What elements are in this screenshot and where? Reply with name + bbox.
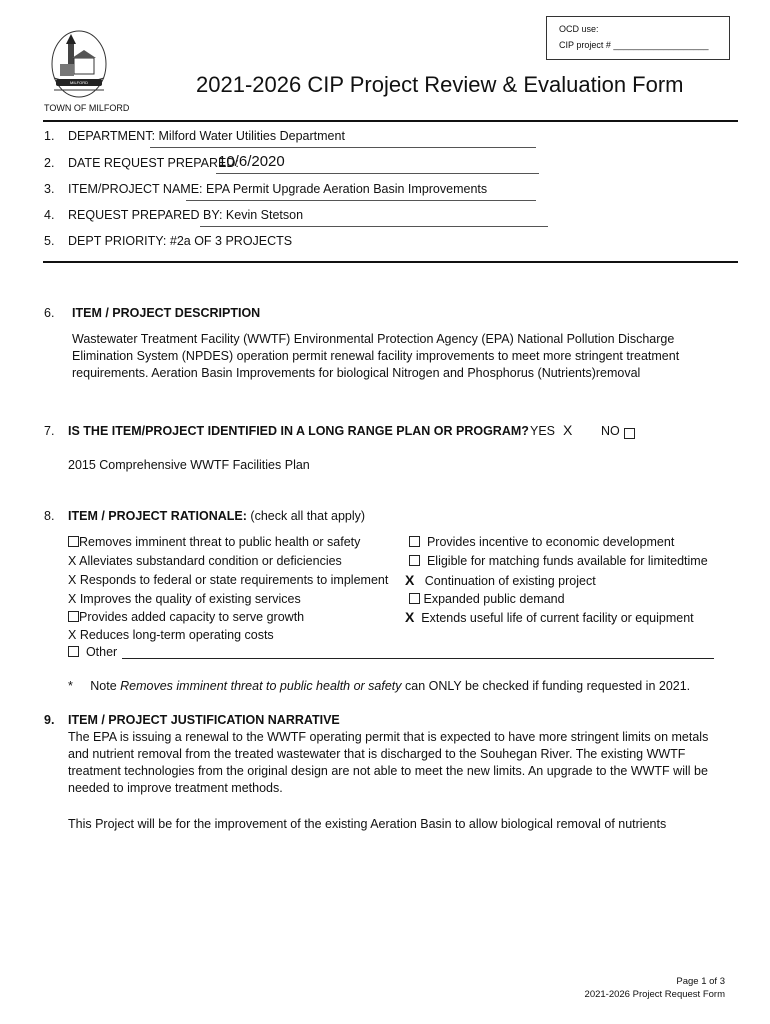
note-suffix: can ONLY be checked if funding requested in 2021.: [401, 679, 691, 693]
checkbox-checked[interactable]: X: [68, 628, 77, 642]
section-8-note: (check all that apply): [250, 509, 366, 523]
checkbox-empty[interactable]: [68, 646, 79, 657]
field-1-number: 1.: [44, 129, 55, 143]
logo-banner: [55, 80, 103, 86]
dept-priority-field[interactable]: DEPT PRIORITY: #2a OF 3 PROJECTS: [68, 234, 293, 248]
department-underline: [150, 147, 536, 148]
checkbox-empty[interactable]: [68, 536, 79, 547]
date-label: DATE REQUEST PREPARED:: [68, 156, 239, 170]
rationale-text: Improves the quality of existing services: [79, 592, 301, 606]
header-divider: [43, 120, 738, 122]
date-request-field[interactable]: 10/6/2020: [218, 153, 285, 170]
yes-label: YES: [530, 424, 556, 438]
checkbox-empty[interactable]: [409, 593, 420, 604]
field-2-number: 2.: [44, 156, 55, 170]
section-6-heading: ITEM / PROJECT DESCRIPTION: [72, 306, 261, 320]
narrative-line: The EPA is issuing a renewal to the WWTF operating permit that is expected to have more stringent limits on metals: [68, 730, 709, 744]
section-divider: [43, 261, 738, 263]
rationale-text: Reduces long-term operating costs: [79, 628, 274, 642]
note-prefix: Note: [90, 679, 121, 693]
narrative-line: treatment technologies from the original design are not able to meet the new limits. An upgrade to the WWTF will be: [68, 764, 708, 778]
cip-project-number-field[interactable]: CIP project # ___________________: [559, 40, 709, 50]
rationale-text: Provides incentive to economic development: [426, 535, 675, 549]
section-9-number: 9.: [44, 713, 55, 727]
page-title: 2021-2026 CIP Project Review & Evaluation Form: [196, 72, 684, 97]
town-seal-logo: [50, 28, 108, 100]
rationale-note: [68, 679, 690, 693]
rationale-text: Removes imminent threat to public health or safety: [79, 535, 361, 549]
checkbox-checked[interactable]: X: [68, 573, 77, 587]
project-name-field[interactable]: ITEM/PROJECT NAME: EPA Permit Upgrade Aeration Basin Improvements: [68, 182, 488, 196]
rationale-text: Eligible for matching funds available for limitedtime: [426, 554, 708, 568]
rationale-item-substandard[interactable]: [68, 554, 342, 568]
section-7-heading: IS THE ITEM/PROJECT IDENTIFIED IN A LONG RANGE PLAN OR PROGRAM?: [68, 424, 529, 438]
rationale-text: Continuation of existing project: [424, 574, 596, 588]
project-description[interactable]: [72, 331, 742, 382]
rationale-item-matching-funds[interactable]: [409, 554, 708, 568]
rationale-item-economic[interactable]: [409, 535, 674, 549]
note-bullet: *: [68, 679, 73, 693]
no-label: NO: [601, 424, 620, 438]
section-9-heading: ITEM / PROJECT JUSTIFICATION NARRATIVE: [68, 713, 340, 727]
rationale-text: Alleviates substandard condition or deficiencies: [79, 554, 342, 568]
rationale-item-imminent-threat[interactable]: [68, 535, 360, 549]
description-line: requirements. Aeration Basin Improvements for biological Nitrogen and Phosphorus (Nutrients)removal: [72, 366, 641, 380]
rationale-text: Other: [85, 645, 118, 659]
logo-banner-text: MILFORD: [70, 80, 88, 85]
town-name: TOWN OF MILFORD: [44, 103, 130, 113]
rationale-text: Provides added capacity to serve growth: [79, 610, 305, 624]
checkbox-checked[interactable]: X: [405, 572, 415, 588]
section-8-heading-row: [68, 509, 365, 523]
page-number: Page 1 of 3: [676, 976, 725, 987]
rationale-item-continuation[interactable]: [405, 572, 596, 588]
department-field[interactable]: DEPARTMENT: Milford Water Utilities Department: [68, 129, 345, 143]
rationale-item-public-demand[interactable]: [409, 592, 565, 606]
checkbox-checked[interactable]: X: [68, 554, 77, 568]
rationale-text: Responds to federal or state requirements to implement: [79, 573, 389, 587]
description-line: Elimination System (NPDES) operation permit renewal facility improvements to meet more stringent treatment: [72, 349, 680, 363]
section-7-number: 7.: [44, 424, 55, 438]
field-4-number: 4.: [44, 208, 55, 222]
plan-name: 2015 Comprehensive WWTF Facilities Plan: [68, 458, 310, 472]
rationale-text: Expanded public demand: [423, 592, 565, 606]
field-5-number: 5.: [44, 234, 55, 248]
prepared-by-underline: [200, 226, 548, 227]
ocd-use-box: [546, 16, 730, 60]
narrative-line: and nutrient removal from the treated wastewater that is discharged to the Souhegan River. The existing WWTF: [68, 747, 686, 761]
rationale-item-federal-state[interactable]: [68, 573, 388, 587]
narrative-line: needed to improve treatment methods.: [68, 781, 283, 795]
rationale-item-useful-life[interactable]: [405, 609, 694, 625]
town-hall-icon: [50, 28, 108, 100]
rationale-text: Extends useful life of current facility or equipment: [421, 611, 694, 625]
justification-narrative[interactable]: [68, 729, 748, 797]
note-emphasis: Removes imminent threat to public health or safety: [120, 679, 402, 693]
description-line: Wastewater Treatment Facility (WWTF) Environmental Protection Agency (EPA) National Pollution Discharge: [72, 332, 675, 346]
checkbox-empty[interactable]: [409, 555, 420, 566]
prepared-by-field[interactable]: REQUEST PREPARED BY: Kevin Stetson: [68, 208, 304, 222]
no-checkbox[interactable]: [624, 425, 635, 443]
section-6-number: 6.: [44, 306, 55, 320]
checkbox-empty[interactable]: [68, 611, 79, 622]
checkbox-checked[interactable]: X: [405, 609, 415, 625]
date-underline: [216, 173, 539, 174]
ocd-use-label: OCD use:: [559, 24, 599, 34]
other-input-line[interactable]: [122, 658, 714, 659]
yes-checkbox[interactable]: X: [563, 422, 573, 438]
rationale-item-other[interactable]: [68, 645, 117, 659]
field-3-number: 3.: [44, 182, 55, 196]
checkbox-checked[interactable]: X: [68, 592, 77, 606]
rationale-item-quality[interactable]: [68, 592, 301, 606]
project-name-underline: [186, 200, 536, 201]
rationale-item-capacity[interactable]: [68, 610, 304, 624]
narrative-closing: This Project will be for the improvement of the existing Aeration Basin to allow biological removal of nutrients: [68, 817, 667, 831]
section-8-heading: ITEM / PROJECT RATIONALE:: [68, 509, 247, 523]
form-name: 2021-2026 Project Request Form: [584, 989, 725, 1000]
section-8-number: 8.: [44, 509, 55, 523]
checkbox-empty[interactable]: [409, 536, 420, 547]
rationale-item-operating-costs[interactable]: [68, 628, 274, 642]
